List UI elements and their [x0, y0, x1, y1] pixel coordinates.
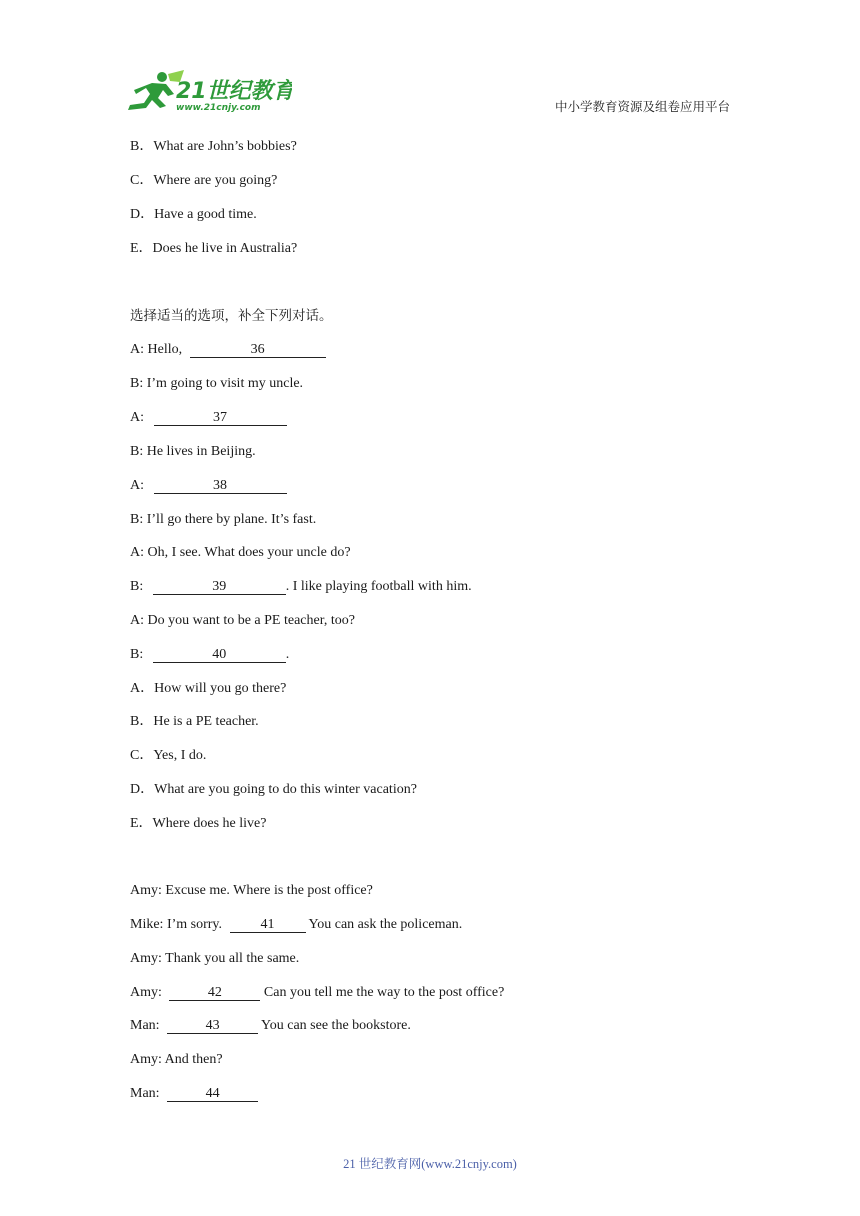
dialogue-line — [130, 1085, 258, 1103]
dialogue-line — [130, 409, 287, 427]
dialogue-line: B: I’ll go there by plane. It’s fast. — [130, 512, 317, 527]
answer-blank-36[interactable]: 36 — [190, 342, 326, 358]
platform-tagline: 中小学教育资源及组卷应用平台 — [554, 99, 730, 114]
dialogue-text: Man: — [130, 1086, 164, 1101]
dialogue-line: A: Oh, I see. What does your uncle do? — [130, 545, 351, 560]
dialogue-text: Mike: I’m sorry. — [130, 917, 226, 932]
answer-blank-43[interactable]: 43 — [167, 1018, 258, 1034]
option-line: C．Yes, I do. — [130, 748, 207, 763]
answer-blank-44[interactable]: 44 — [167, 1086, 258, 1102]
dialogue-text: Can you tell me the way to the post office? — [263, 985, 505, 1000]
option-line: D．What are you going to do this winter vacation? — [130, 782, 417, 797]
site-logo — [122, 68, 292, 116]
dialogue-line — [130, 984, 504, 1002]
dialogue-line: Amy: Thank you all the same. — [130, 951, 300, 966]
dialogue-line — [130, 578, 472, 596]
dialogue-text: You can ask the policeman. — [308, 917, 463, 932]
option-line: B．What are John’s bobbies? — [130, 139, 297, 154]
dialogue-text: B: — [130, 647, 147, 662]
dialogue-line: Amy: Excuse me. Where is the post office? — [130, 883, 373, 898]
answer-blank-37[interactable]: 37 — [154, 410, 287, 426]
option-line: A．How will you go there? — [130, 681, 287, 696]
dialogue-text: Man: — [130, 1018, 164, 1033]
answer-blank-41[interactable]: 41 — [230, 917, 306, 933]
dialogue-line — [130, 477, 287, 495]
dialogue-line: B: He lives in Beijing. — [130, 444, 256, 459]
page-footer: 21 世纪教育网(www.21cnjy.com) — [343, 1157, 517, 1171]
option-line: E．Does he live in Australia? — [130, 241, 298, 256]
dialogue-line — [130, 1017, 411, 1035]
option-line: C．Where are you going? — [130, 173, 278, 188]
option-line: D．Have a good time. — [130, 207, 257, 222]
option-line: B．He is a PE teacher. — [130, 714, 259, 729]
answer-blank-40[interactable]: 40 — [153, 647, 286, 663]
dialogue-line: B: I’m going to visit my uncle. — [130, 376, 304, 391]
answer-blank-39[interactable]: 39 — [153, 579, 286, 595]
dialogue-text: A: — [130, 410, 148, 425]
option-line: E．Where does he live? — [130, 816, 267, 831]
dialogue-text: B: — [130, 579, 147, 594]
dialogue-line — [130, 646, 289, 664]
logo-url: www.21cnjy.com — [176, 103, 261, 113]
answer-blank-38[interactable]: 38 — [154, 478, 287, 494]
dialogue-text: A: Hello, — [130, 342, 186, 357]
dialogue-line: A: Do you want to be a PE teacher, too? — [130, 613, 355, 628]
dialogue-line — [130, 916, 462, 934]
answer-blank-42[interactable]: 42 — [169, 985, 260, 1001]
dialogue-line: Amy: And then? — [130, 1052, 223, 1067]
dialogue-text: . — [285, 647, 290, 662]
dialogue-line — [130, 341, 326, 359]
section-instruction: 选择适当的选项，补全下列对话。 — [130, 308, 333, 324]
dialogue-text: Amy: — [130, 985, 166, 1000]
dialogue-text: A: — [130, 478, 148, 493]
dialogue-text: You can see the bookstore. — [261, 1018, 411, 1033]
logo-wordmark: 21世纪教育 — [176, 79, 292, 104]
dialogue-text: . I like playing football with him. — [285, 579, 472, 594]
